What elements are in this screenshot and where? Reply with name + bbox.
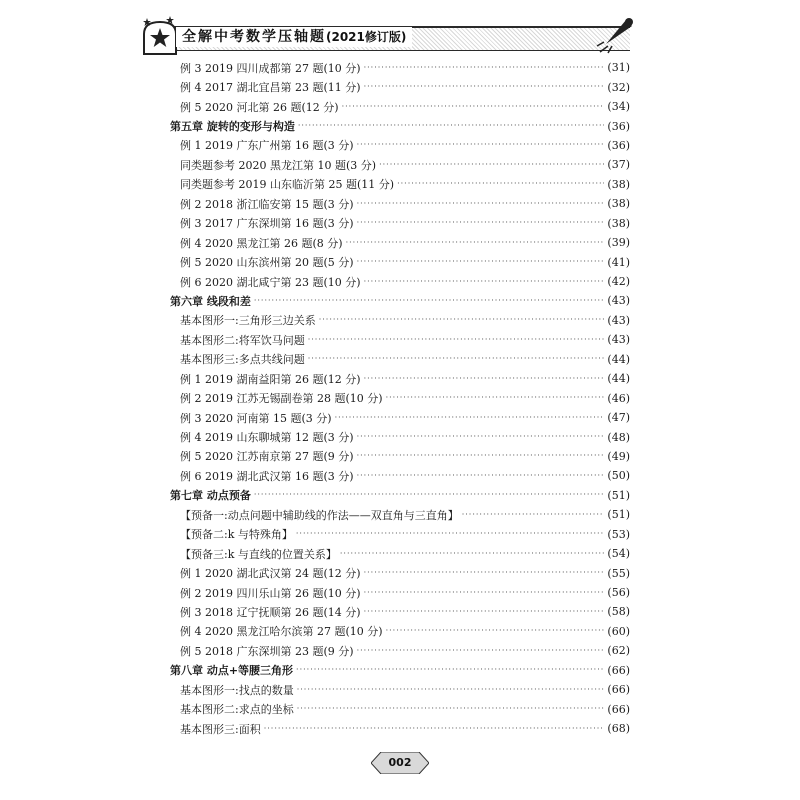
dot-leader — [357, 200, 605, 208]
dot-leader — [462, 511, 605, 519]
toc-page-number: (50) — [607, 469, 630, 483]
toc-label: 第七章 动点预备 — [170, 489, 251, 503]
dot-leader — [386, 394, 605, 402]
toc-entry-row — [170, 97, 630, 116]
toc-entry-row — [170, 155, 630, 174]
toc-entry-row — [170, 350, 630, 369]
dot-leader — [357, 219, 605, 227]
toc-entry-row — [170, 233, 630, 252]
dot-leader — [397, 180, 604, 188]
star-badge-icon — [140, 14, 180, 56]
toc-entry-row — [170, 272, 630, 291]
toc-label: 第五章 旋转的变形与构造 — [170, 120, 295, 134]
toc-label: 同类题参考 2020 黑龙江第 10 题(3 分) — [180, 158, 377, 172]
toc-label: 【预备一:动点问题中辅助线的作法——双直角与三直角】 — [180, 508, 459, 522]
toc-label: 同类题参考 2019 山东临沂第 25 题(11 分) — [180, 178, 395, 192]
toc-chapter-row — [170, 291, 630, 310]
toc-page-number: (36) — [607, 138, 630, 152]
toc-entry-row — [170, 58, 630, 77]
toc-page-number: (36) — [607, 119, 630, 133]
dot-leader — [357, 472, 605, 480]
toc-entry-row — [170, 505, 630, 524]
toc-label: 例 2 2019 江苏无锡副卷第 28 题(10 分) — [180, 392, 383, 406]
toc-label: 例 3 2018 辽宁抚顺第 26 题(14 分) — [180, 605, 361, 619]
dot-leader — [298, 122, 605, 130]
dot-leader — [357, 433, 605, 441]
rocket-icon — [596, 10, 640, 54]
toc-entry-row — [170, 388, 630, 407]
toc-label: 例 5 2020 江苏南京第 27 题(9 分) — [180, 450, 354, 464]
toc-label: 例 1 2020 湖北武汉第 24 题(12 分) — [180, 567, 361, 581]
toc-label: 例 3 2019 四川成都第 27 题(10 分) — [180, 61, 361, 75]
dot-leader — [364, 83, 605, 91]
toc-page-number: (44) — [607, 372, 630, 386]
toc-chapter-row — [170, 486, 630, 505]
toc-page-number: (66) — [607, 663, 630, 677]
toc-page-number: (46) — [607, 391, 630, 405]
header-subtitle: (2021修订版) — [326, 30, 407, 44]
toc-entry-row — [170, 719, 630, 738]
toc-label: 例 4 2020 黑龙江第 26 题(8 分) — [180, 236, 343, 250]
dot-leader — [357, 141, 605, 149]
toc-page-number: (58) — [607, 605, 630, 619]
dot-leader — [346, 239, 605, 247]
toc-label: 第八章 动点+等腰三角形 — [170, 664, 294, 678]
toc-page-number: (62) — [607, 644, 630, 658]
toc-page-number: (38) — [607, 197, 630, 211]
dot-leader — [296, 666, 604, 674]
toc-entry-row — [170, 408, 630, 427]
toc-label: 【预备二:k 与特殊角】 — [180, 528, 293, 542]
toc-label: 基本图形二:将军饮马问题 — [180, 333, 305, 347]
page-number: 002 — [388, 756, 412, 769]
toc-label: 例 3 2017 广东深圳第 16 题(3 分) — [180, 217, 354, 231]
toc-entry-row — [170, 330, 630, 349]
toc-page-number: (49) — [607, 449, 630, 463]
table-of-contents — [170, 58, 630, 738]
dot-leader — [379, 161, 604, 169]
toc-page-number: (51) — [607, 488, 630, 502]
toc-label: 例 5 2020 山东滨州第 20 题(5 分) — [180, 256, 354, 270]
toc-page-number: (34) — [607, 100, 630, 114]
toc-entry-row — [170, 214, 630, 233]
dot-leader — [364, 64, 605, 72]
dot-leader — [342, 103, 605, 111]
toc-page-number: (42) — [607, 275, 630, 289]
toc-page-number: (54) — [607, 547, 630, 561]
toc-page-number: (41) — [607, 255, 630, 269]
toc-label: 例 6 2020 湖北咸宁第 23 题(10 分) — [180, 275, 361, 289]
toc-entry-row — [170, 602, 630, 621]
dot-leader — [297, 705, 605, 713]
toc-page-number: (51) — [607, 508, 630, 522]
toc-entry-row — [170, 194, 630, 213]
toc-entry-row — [170, 252, 630, 271]
toc-page-number: (38) — [607, 216, 630, 230]
toc-label: 例 3 2020 河南第 15 题(3 分) — [180, 411, 332, 425]
toc-label: 例 1 2019 湖南益阳第 26 题(12 分) — [180, 372, 361, 386]
toc-label: 例 5 2020 河北第 26 题(12 分) — [180, 100, 339, 114]
dot-leader — [364, 589, 605, 597]
dot-leader — [357, 258, 605, 266]
toc-page-number: (60) — [607, 624, 630, 638]
toc-entry-row — [170, 369, 630, 388]
page-number-badge — [371, 752, 429, 774]
toc-page-number: (66) — [607, 683, 630, 697]
page-header — [140, 10, 640, 56]
toc-page-number: (48) — [607, 430, 630, 444]
dot-leader — [364, 608, 605, 616]
toc-page-number: (66) — [607, 702, 630, 716]
dot-leader — [254, 491, 605, 499]
dot-leader — [319, 316, 605, 324]
toc-entry-row — [170, 583, 630, 602]
dot-leader — [357, 647, 605, 655]
toc-page-number: (39) — [607, 236, 630, 250]
toc-label: 例 2 2018 浙江临安第 15 题(3 分) — [180, 197, 354, 211]
dot-leader — [308, 336, 605, 344]
toc-entry-row — [170, 699, 630, 718]
toc-entry-row — [170, 136, 630, 155]
toc-page-number: (32) — [607, 80, 630, 94]
toc-page-number: (68) — [607, 722, 630, 736]
toc-page-number: (44) — [607, 352, 630, 366]
dot-leader — [364, 278, 605, 286]
toc-page-number: (43) — [607, 294, 630, 308]
toc-entry-row — [170, 622, 630, 641]
dot-leader — [340, 550, 605, 558]
toc-label: 基本图形三:多点共线问题 — [180, 353, 305, 367]
dot-leader — [364, 375, 605, 383]
dot-leader — [296, 530, 605, 538]
dot-leader — [308, 355, 605, 363]
toc-label: 第六章 线段和差 — [170, 294, 251, 308]
toc-entry-row — [170, 680, 630, 699]
toc-page-number: (53) — [607, 527, 630, 541]
dot-leader — [357, 452, 605, 460]
header-title: 全解中考数学压轴题(2021修订版) — [176, 27, 412, 47]
toc-entry-row — [170, 466, 630, 485]
toc-entry-row — [170, 77, 630, 96]
toc-label: 基本图形三:面积 — [180, 722, 261, 736]
toc-page-number: (31) — [607, 61, 630, 75]
toc-label: 例 6 2019 湖北武汉第 16 题(3 分) — [180, 469, 354, 483]
toc-page-number: (56) — [607, 586, 630, 600]
toc-label: 基本图形一:找点的数量 — [180, 683, 294, 697]
toc-entry-row — [170, 525, 630, 544]
dot-leader — [364, 569, 605, 577]
dot-leader — [335, 414, 605, 422]
toc-label: 【预备三:k 与直线的位置关系】 — [180, 547, 337, 561]
toc-entry-row — [170, 427, 630, 446]
dot-leader — [297, 686, 605, 694]
toc-entry-row — [170, 544, 630, 563]
dot-leader — [386, 627, 605, 635]
toc-label: 例 5 2018 广东深圳第 23 题(9 分) — [180, 644, 354, 658]
toc-label: 基本图形一:三角形三边关系 — [180, 314, 316, 328]
toc-page-number: (37) — [607, 158, 630, 172]
toc-page-number: (47) — [607, 411, 630, 425]
toc-label: 例 4 2019 山东聊城第 12 题(3 分) — [180, 431, 354, 445]
toc-page-number: (38) — [607, 177, 630, 191]
toc-entry-row — [170, 563, 630, 582]
toc-entry-row — [170, 311, 630, 330]
toc-label: 例 4 2017 湖北宜昌第 23 题(11 分) — [180, 81, 361, 95]
toc-page-number: (55) — [607, 566, 630, 580]
toc-label: 例 1 2019 广东广州第 16 题(3 分) — [180, 139, 354, 153]
dot-leader — [254, 297, 605, 305]
toc-page-number: (43) — [607, 333, 630, 347]
toc-entry-row — [170, 447, 630, 466]
toc-entry-row — [170, 641, 630, 660]
toc-label: 例 2 2019 四川乐山第 26 题(10 分) — [180, 586, 361, 600]
toc-chapter-row — [170, 661, 630, 680]
toc-label: 基本图形二:求点的坐标 — [180, 703, 294, 717]
toc-label: 例 4 2020 黑龙江哈尔滨第 27 题(10 分) — [180, 625, 383, 639]
toc-entry-row — [170, 175, 630, 194]
dot-leader — [264, 725, 605, 733]
toc-chapter-row — [170, 116, 630, 135]
toc-page-number: (43) — [607, 313, 630, 327]
